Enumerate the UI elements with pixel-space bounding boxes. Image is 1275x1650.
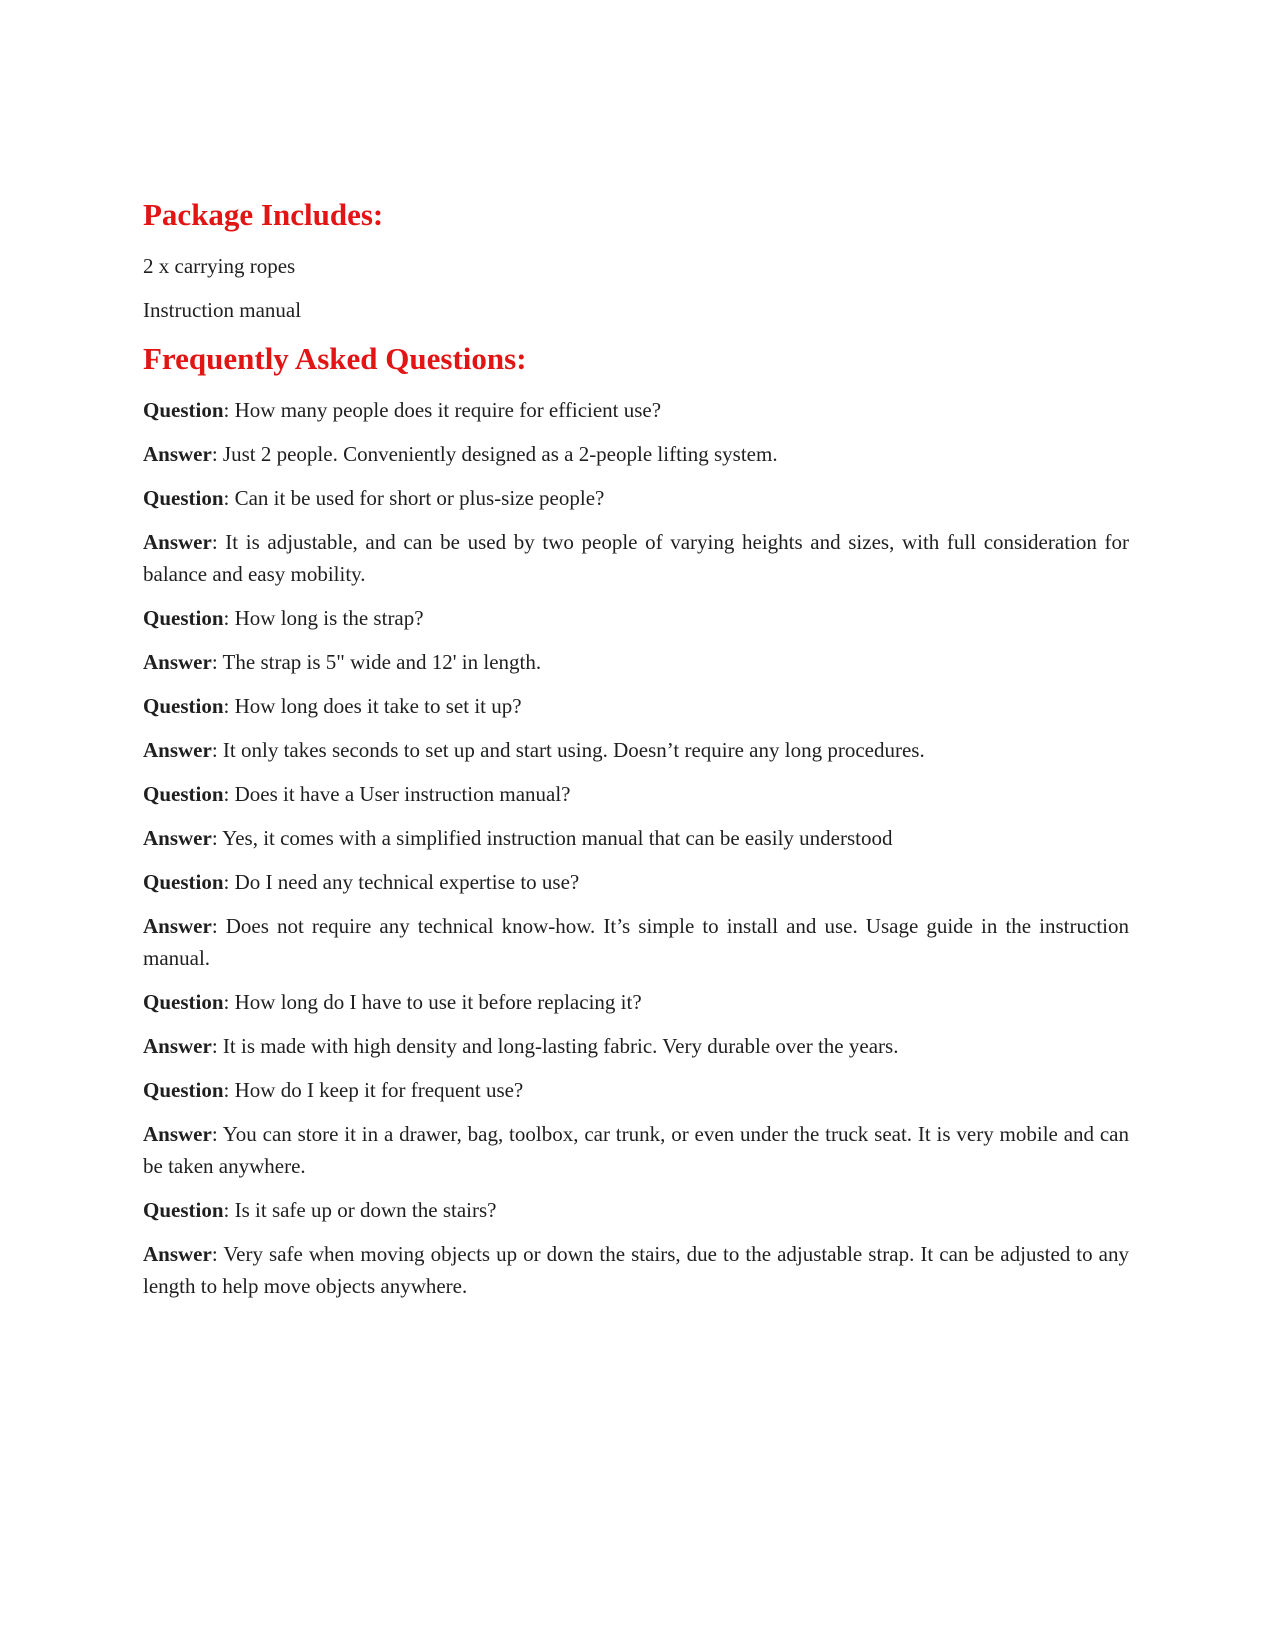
faq-list xyxy=(143,394,1129,1302)
answer-text: Does not require any technical know-how. It’s simple to install and use. Usage guide in the instruction manual. xyxy=(143,914,1129,970)
answer-label: Answer xyxy=(143,1242,212,1266)
faq-question xyxy=(143,1194,1129,1226)
question-label: Question xyxy=(143,1078,224,1102)
answer-label: Answer xyxy=(143,650,212,674)
question-text: Can it be used for short or plus-size people? xyxy=(234,486,605,510)
question-text: Does it have a User instruction manual? xyxy=(234,782,571,806)
answer-text: Yes, it comes with a simplified instruction manual that can be easily understood xyxy=(222,826,893,850)
question-text: How many people does it require for efficient use? xyxy=(234,398,662,422)
question-label: Question xyxy=(143,782,224,806)
question-label: Question xyxy=(143,1198,224,1222)
answer-label: Answer xyxy=(143,826,212,850)
label-separator: : xyxy=(223,1078,235,1102)
answer-text: Very safe when moving objects up or down the stairs, due to the adjustable strap. It can be adjusted to any length to help move objects anywhere. xyxy=(143,1242,1129,1298)
label-separator: : xyxy=(223,398,235,422)
faq-answer xyxy=(143,438,1129,470)
faq-question xyxy=(143,986,1129,1018)
faq-answer xyxy=(143,1238,1129,1302)
answer-text: It is made with high density and long-lasting fabric. Very durable over the years. xyxy=(222,1034,899,1058)
faq-answer xyxy=(143,1030,1129,1062)
label-separator: : xyxy=(211,914,226,938)
label-separator: : xyxy=(211,738,223,762)
answer-text: You can store it in a drawer, bag, toolbox, car trunk, or even under the truck seat. It is very mobile and can be taken anywhere. xyxy=(143,1122,1130,1178)
label-separator: : xyxy=(211,1034,223,1058)
faq-answer xyxy=(143,646,1129,678)
label-separator: : xyxy=(223,486,235,510)
package-item: Instruction manual xyxy=(143,298,302,322)
answer-text: It is adjustable, and can be used by two people of varying heights and sizes, with full consideration for balance and easy mobility. xyxy=(143,530,1129,586)
answer-label: Answer xyxy=(143,1034,212,1058)
answer-label: Answer xyxy=(143,738,212,762)
answer-label: Answer xyxy=(143,442,212,466)
label-separator: : xyxy=(223,606,235,630)
question-text: How long does it take to set it up? xyxy=(234,694,522,718)
faq-question xyxy=(143,866,1129,898)
faq-question xyxy=(143,394,1129,426)
faq-question xyxy=(143,602,1129,634)
faq-answer xyxy=(143,910,1129,974)
label-separator: : xyxy=(211,1242,224,1266)
label-separator: : xyxy=(223,694,235,718)
faq-question xyxy=(143,778,1129,810)
answer-text: The strap is 5" wide and 12' in length. xyxy=(222,650,542,674)
label-separator: : xyxy=(223,870,235,894)
question-text: How do I keep it for frequent use? xyxy=(234,1078,524,1102)
faq-answer xyxy=(143,822,1129,854)
faq-answer xyxy=(143,1118,1129,1182)
label-separator: : xyxy=(211,530,226,554)
faq-answer xyxy=(143,526,1129,590)
label-separator: : xyxy=(211,442,223,466)
question-text: How long is the strap? xyxy=(234,606,424,630)
label-separator: : xyxy=(223,782,235,806)
package-item: 2 x carrying ropes xyxy=(143,254,296,278)
question-label: Question xyxy=(143,694,224,718)
answer-label: Answer xyxy=(143,530,212,554)
question-label: Question xyxy=(143,398,224,422)
answer-label: Answer xyxy=(143,914,212,938)
question-label: Question xyxy=(143,870,224,894)
answer-label: Answer xyxy=(143,1122,212,1146)
question-label: Question xyxy=(143,606,224,630)
question-label: Question xyxy=(143,990,224,1014)
label-separator: : xyxy=(223,1198,235,1222)
label-separator: : xyxy=(211,1122,223,1146)
faq-question xyxy=(143,482,1129,514)
label-separator: : xyxy=(223,990,235,1014)
question-label: Question xyxy=(143,486,224,510)
label-separator: : xyxy=(211,826,223,850)
faq-answer xyxy=(143,734,1129,766)
answer-text: It only takes seconds to set up and start using. Doesn’t require any long procedures. xyxy=(222,738,925,762)
question-text: Is it safe up or down the stairs? xyxy=(234,1198,497,1222)
answer-text: Just 2 people. Conveniently designed as a 2-people lifting system. xyxy=(222,442,778,466)
package-includes-heading: Package Includes: xyxy=(143,197,384,232)
package-list xyxy=(143,250,1129,326)
faq-question xyxy=(143,690,1129,722)
question-text: Do I need any technical expertise to use? xyxy=(234,870,580,894)
faq-question xyxy=(143,1074,1129,1106)
label-separator: : xyxy=(211,650,223,674)
question-text: How long do I have to use it before replacing it? xyxy=(234,990,642,1014)
faq-heading: Frequently Asked Questions: xyxy=(143,341,527,376)
